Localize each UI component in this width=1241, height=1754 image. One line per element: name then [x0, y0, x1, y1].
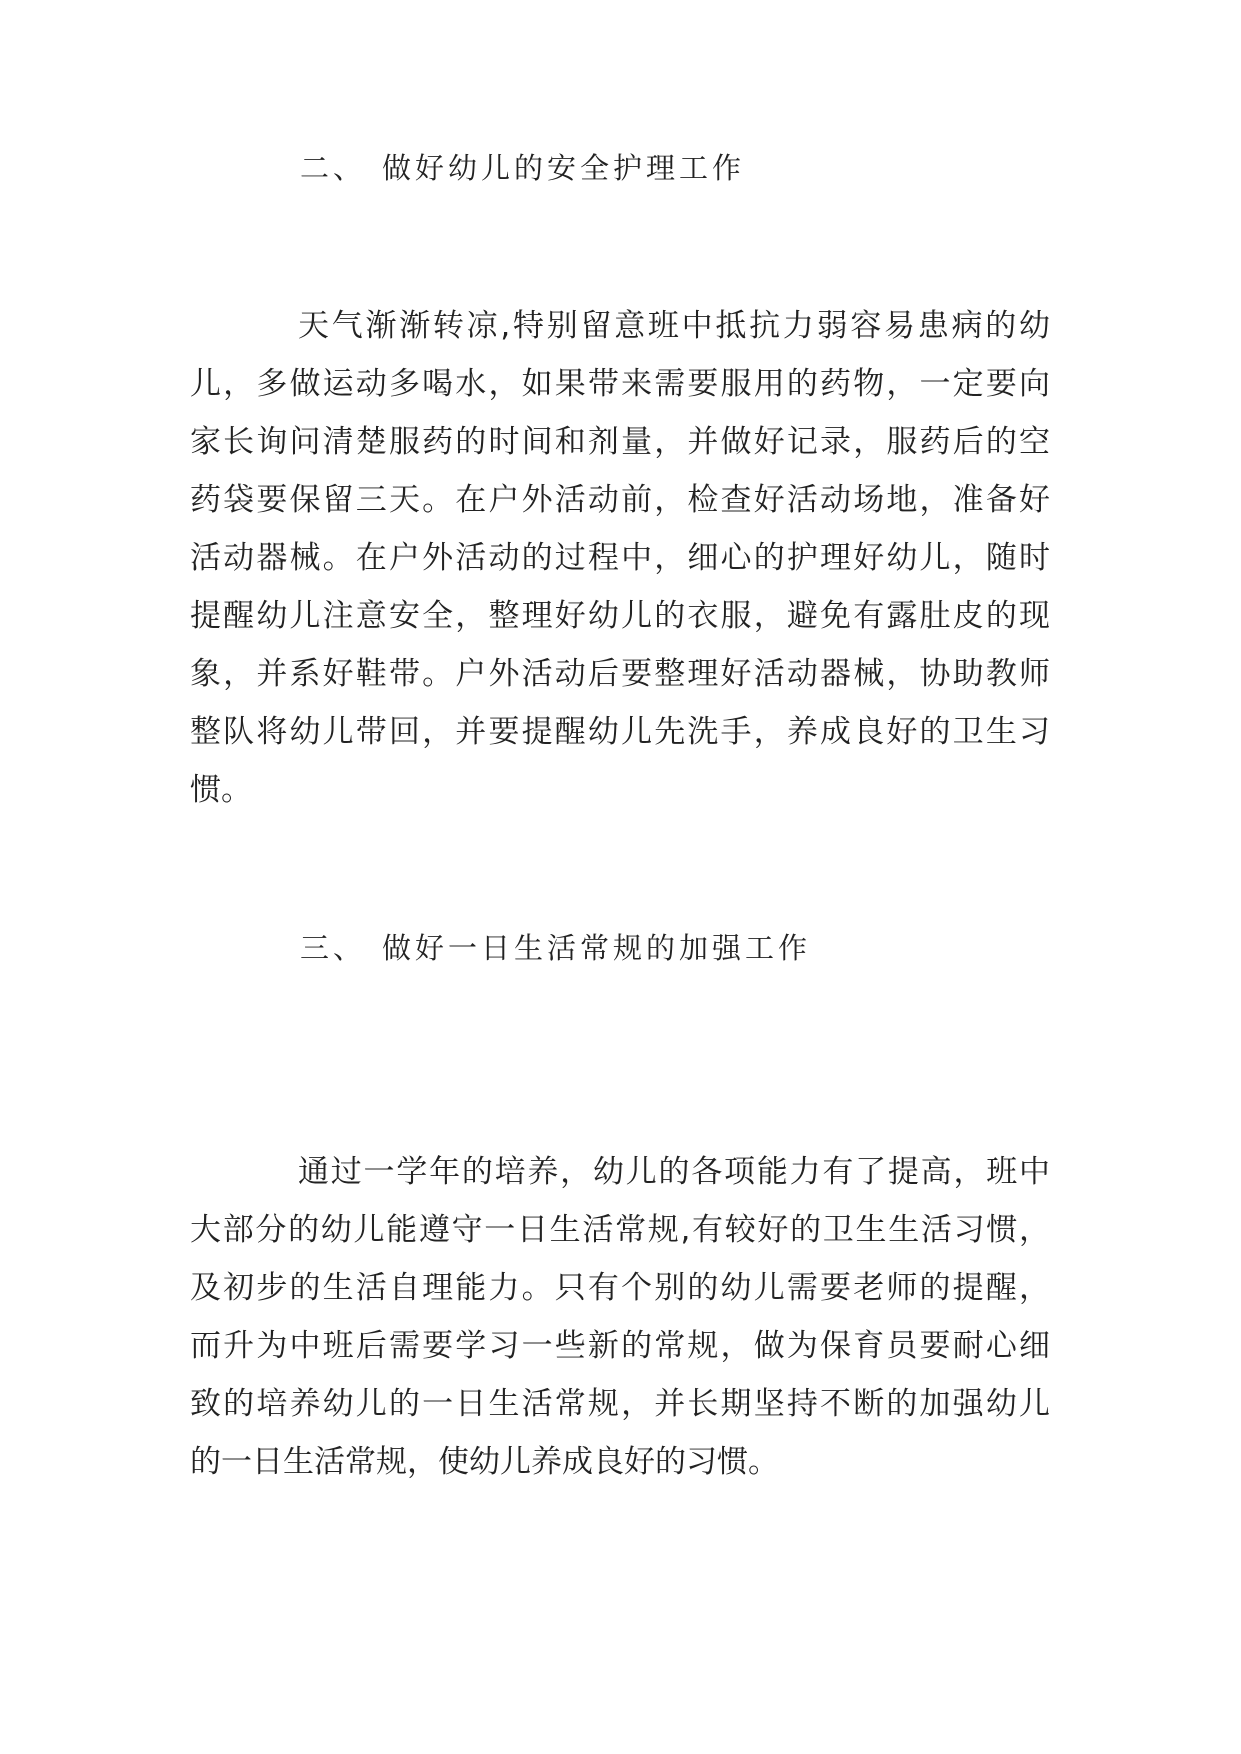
paragraph-line: 惯。 — [190, 772, 252, 808]
paragraph-line: 而升为中班后需要学习一些新的常规，做为保育员要耐心细 — [190, 1328, 1050, 1364]
paragraph-line: 家长询问清楚服药的时间和剂量，并做好记录，服药后的空 — [190, 424, 1050, 460]
section-number: 三、 — [300, 931, 367, 965]
paragraph-line: 通过一学年的培养，幼儿的各项能力有了提高，班中 — [298, 1154, 1050, 1190]
paragraph-line: 的一日生活常规，使幼儿养成良好的习惯。 — [190, 1444, 779, 1480]
section-heading-3 — [300, 928, 811, 968]
paragraph-line: 天气渐渐转凉,特别留意班中抵抗力弱容易患病的幼 — [298, 308, 1050, 344]
paragraph-line: 活动器械。在户外活动的过程中，细心的护理好幼儿，随时 — [190, 540, 1050, 576]
section-3-paragraph — [190, 1143, 1050, 1491]
section-heading-2 — [300, 148, 745, 188]
paragraph-line: 致的培养幼儿的一日生活常规，并长期坚持不断的加强幼儿 — [190, 1386, 1050, 1422]
paragraph-line: 药袋要保留三天。在户外活动前，检查好活动场地，准备好 — [190, 482, 1050, 518]
paragraph-line: 整队将幼儿带回，并要提醒幼儿先洗手，养成良好的卫生习 — [190, 714, 1050, 750]
paragraph-line: 大部分的幼儿能遵守一日生活常规,有较好的卫生生活习惯， — [190, 1212, 1050, 1248]
paragraph-line: 儿，多做运动多喝水，如果带来需要服用的药物，一定要向 — [190, 366, 1050, 402]
paragraph-line: 象，并系好鞋带。户外活动后要整理好活动器械，协助教师 — [190, 656, 1050, 692]
section-2-paragraph — [190, 297, 1050, 819]
section-number: 二、 — [300, 151, 367, 185]
paragraph-line: 及初步的生活自理能力。只有个别的幼儿需要老师的提醒， — [190, 1270, 1050, 1306]
section-title: 做好幼儿的安全护理工作 — [382, 151, 746, 185]
section-title: 做好一日生活常规的加强工作 — [382, 931, 812, 965]
paragraph-line: 提醒幼儿注意安全，整理好幼儿的衣服，避免有露肚皮的现 — [190, 598, 1050, 634]
